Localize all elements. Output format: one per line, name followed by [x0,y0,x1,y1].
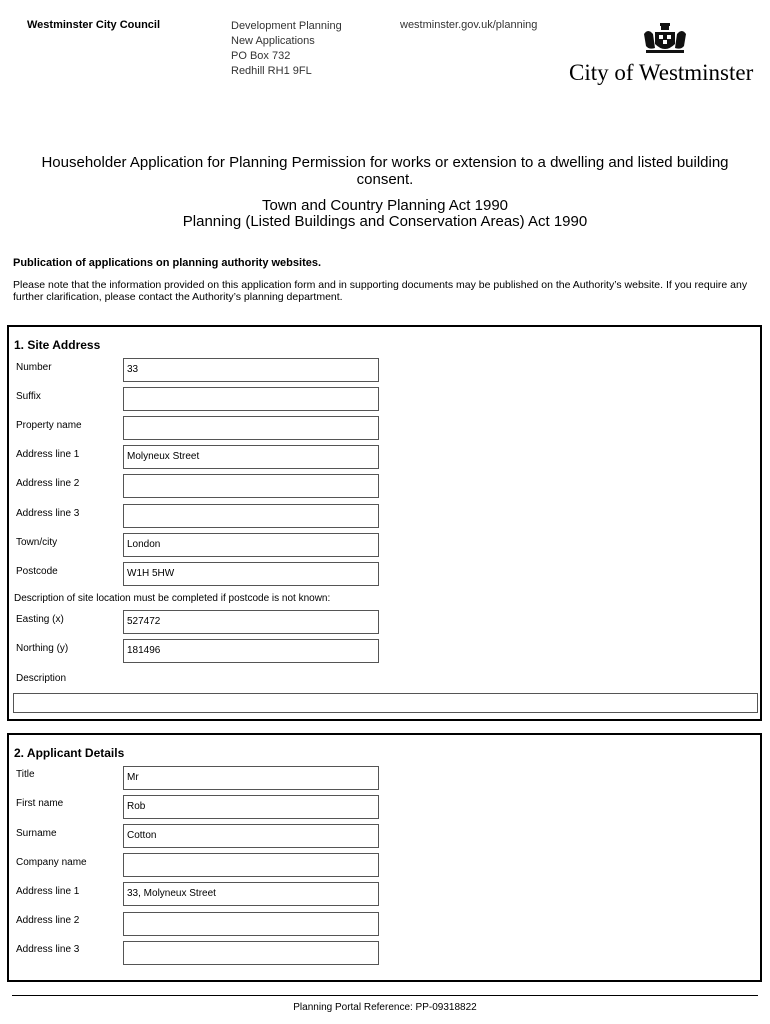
field-label: Suffix [16,391,41,402]
planning-portal-reference: Planning Portal Reference: PP-09318822 [293,1002,477,1013]
address-line: PO Box 732 [231,50,291,62]
address-line: Redhill RH1 9FL [231,65,312,77]
website-link[interactable]: westminster.gov.uk/planning [400,19,538,31]
section-title: 2. Applicant Details [14,746,125,760]
field-label: Address line 1 [16,449,80,460]
address-line: Development Planning [231,20,342,32]
applicant-address-line-1-field[interactable]: 33, Molyneux Street [123,882,379,906]
act-title: Planning (Listed Buildings and Conservation Areas) Act 1990 [182,213,588,230]
town-city-field[interactable]: London [123,533,379,557]
publication-notice: Please note that the information provided on this application form and in supporting documents may be published on the Authority’s website. If you require any further clarification, please contact the Authority’s planning department. [13,279,748,303]
field-label: First name [16,798,64,809]
westminster-crest-icon [640,22,690,56]
field-label: Description [16,673,67,684]
section-title: 1. Site Address [14,338,101,352]
postcode-field[interactable]: W1H 5HW [123,562,379,586]
field-label: Company name [16,857,87,868]
property-name-field[interactable] [123,416,379,440]
field-label: Surname [16,828,57,839]
field-label: Title [16,769,35,780]
address-line-3-field[interactable] [123,504,379,528]
footer-divider [12,995,758,996]
northing-field[interactable]: 181496 [123,639,379,663]
applicant-address-line-2-field[interactable] [123,912,379,936]
field-label: Address line 3 [16,508,80,519]
easting-field[interactable]: 527472 [123,610,379,634]
number-field[interactable]: 33 [123,358,379,382]
publication-heading: Publication of applications on planning authority websites. [13,257,322,269]
surname-field[interactable]: Cotton [123,824,379,848]
field-label: Postcode [16,566,58,577]
form-title: Householder Application for Planning Permission for works or extension to a dwelling and listed building consent. [41,154,729,188]
company-name-field[interactable] [123,853,379,877]
field-label: Property name [16,420,82,431]
first-name-field[interactable]: Rob [123,795,379,819]
field-label: Number [16,362,52,373]
field-label: Easting (x) [16,614,64,625]
suffix-field[interactable] [123,387,379,411]
field-label: Address line 3 [16,944,80,955]
site-address-section [7,325,762,721]
address-line: New Applications [231,35,315,47]
field-label: Address line 2 [16,915,80,926]
location-note: Description of site location must be completed if postcode is not known: [14,593,331,604]
field-label: Town/city [16,537,58,548]
act-title: Town and Country Planning Act 1990 [262,197,508,214]
address-line-1-field[interactable]: Molyneux Street [123,445,379,469]
applicant-address-line-3-field[interactable] [123,941,379,965]
applicant-details-section [7,733,762,982]
address-line-2-field[interactable] [123,474,379,498]
title-field[interactable]: Mr [123,766,379,790]
field-label: Northing (y) [16,643,69,654]
council-name: Westminster City Council [27,19,161,31]
city-of-westminster-logo: City of Westminster [569,60,754,85]
postal-address [231,19,342,79]
field-label: Address line 2 [16,478,80,489]
field-label: Address line 1 [16,886,80,897]
description-field[interactable] [13,693,758,713]
